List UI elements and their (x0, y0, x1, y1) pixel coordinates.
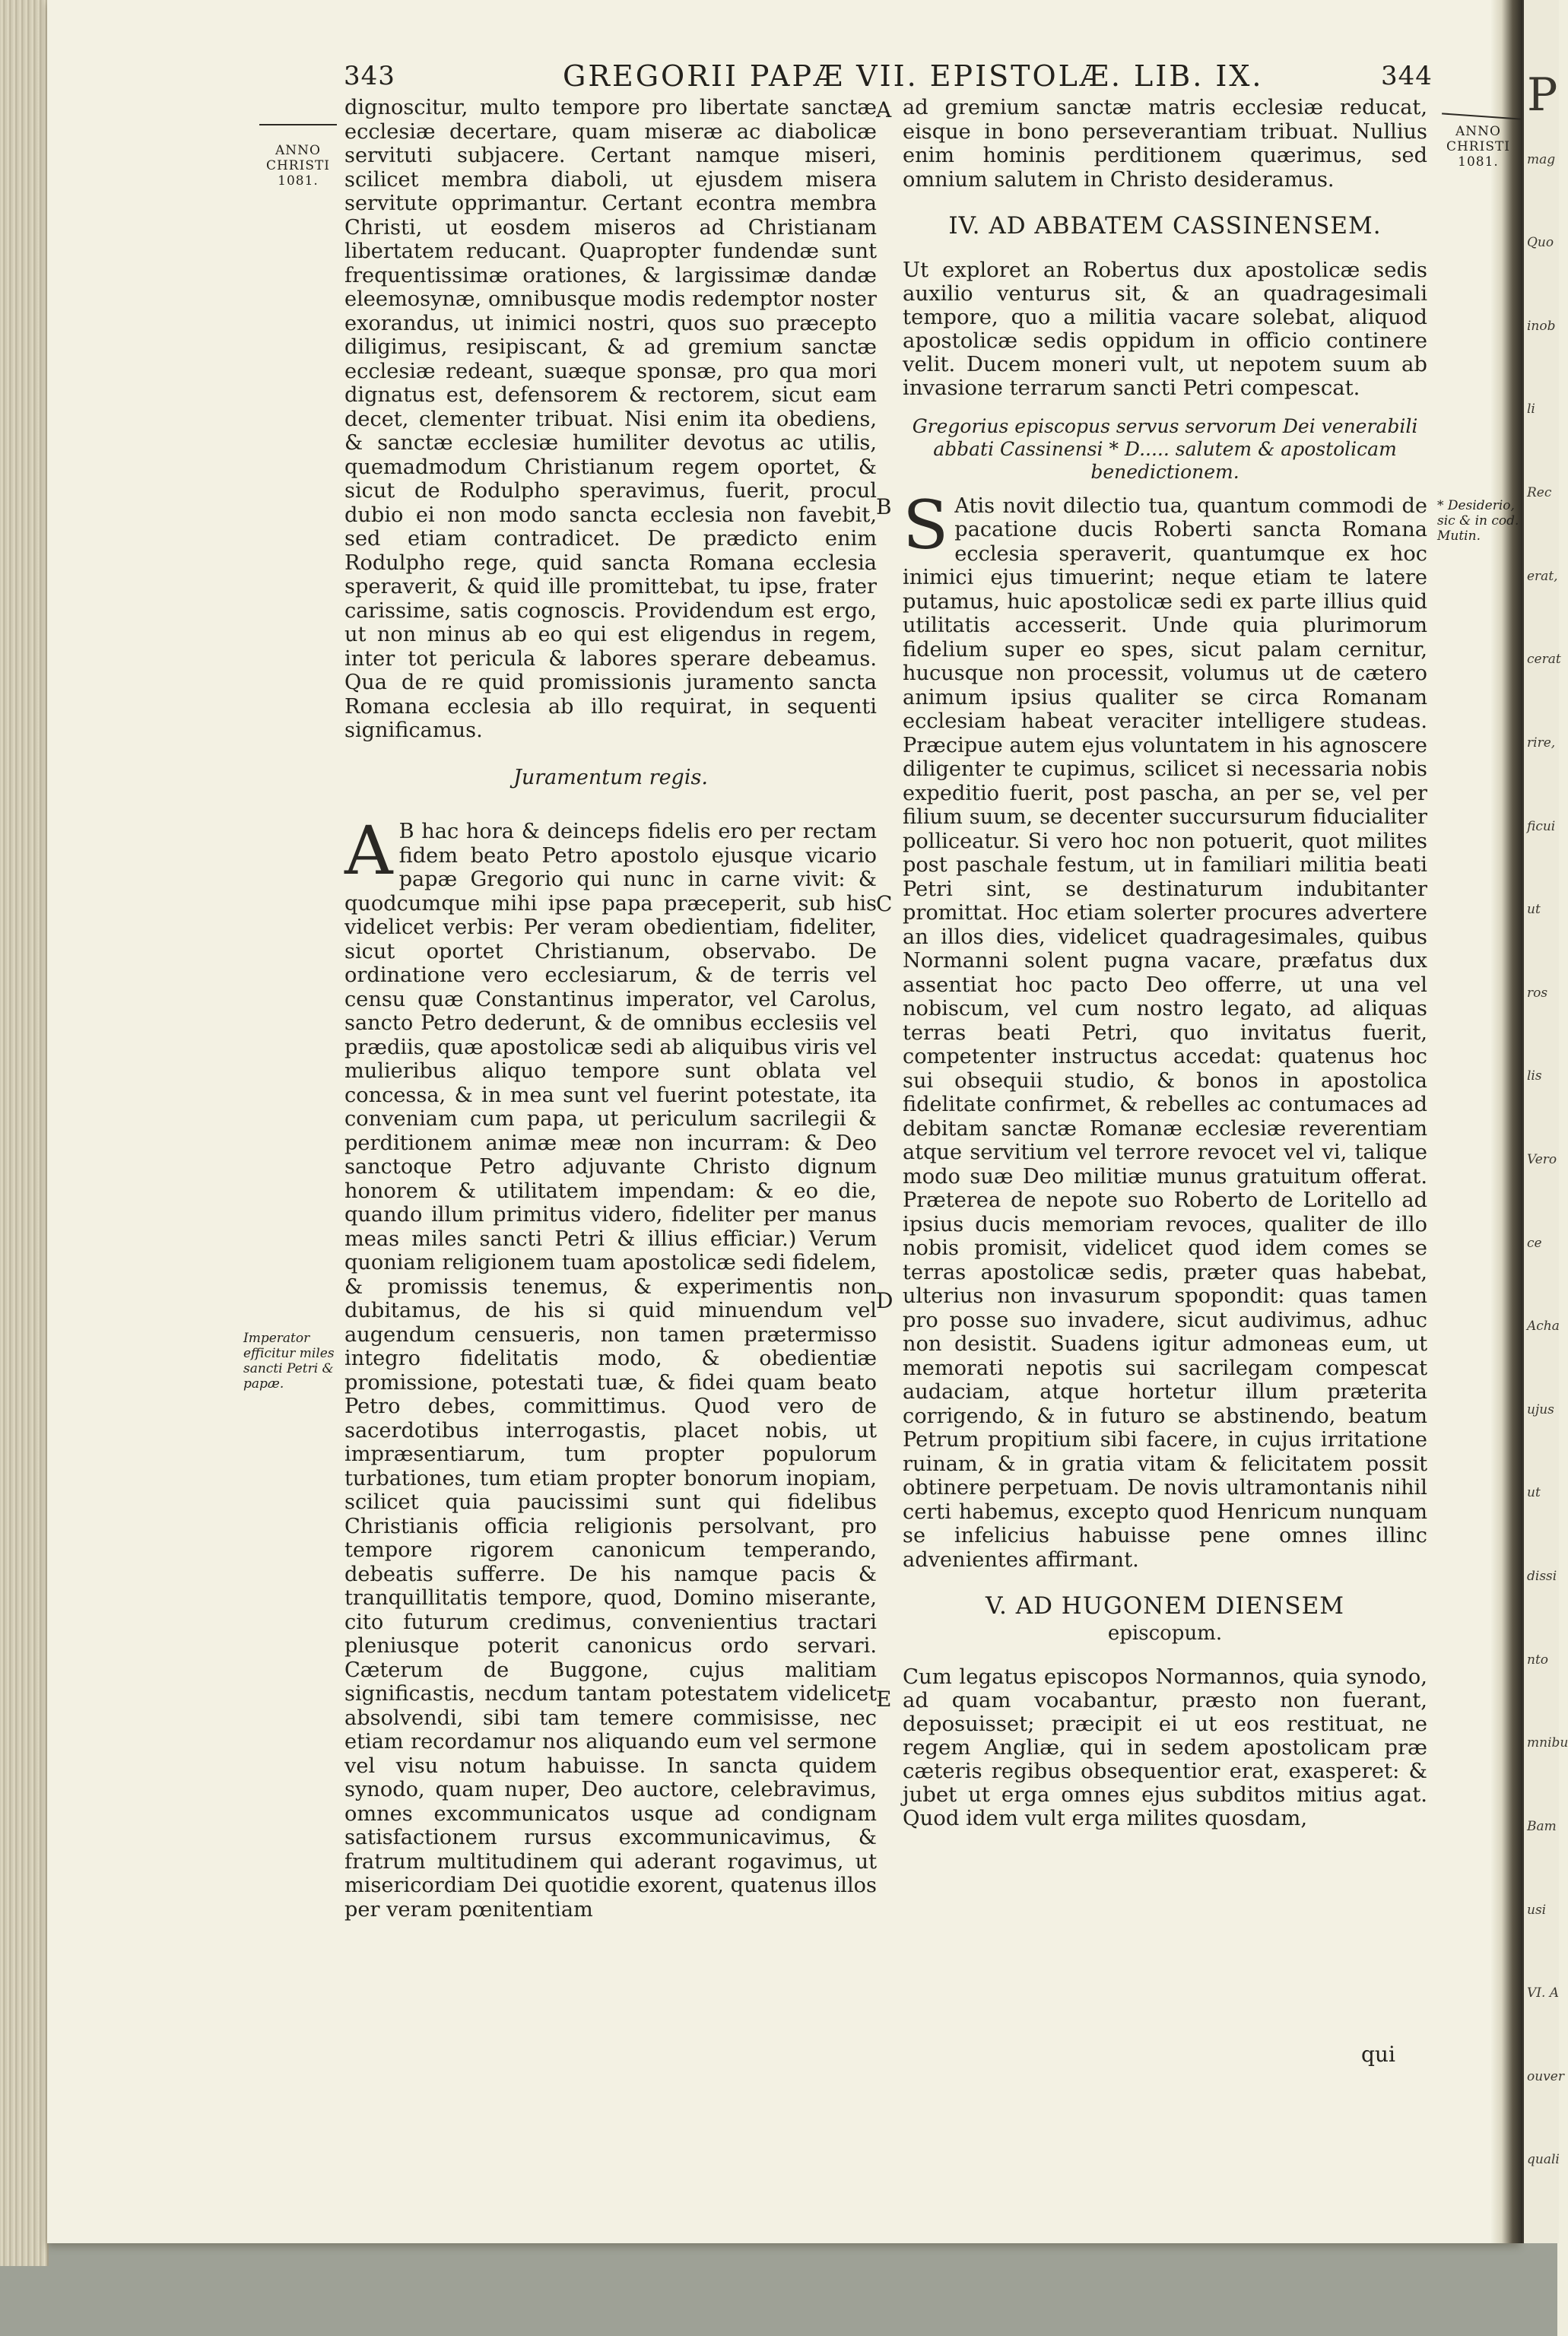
margin-rule-left (259, 124, 337, 125)
catchword: qui (1361, 2042, 1395, 2067)
oath-title: Juramentum regis. (513, 765, 708, 789)
anno-christi-right (1436, 124, 1521, 170)
letter-heading-v: V. AD HUGONEM DIENSEM (986, 1592, 1344, 1620)
next-page-fragment: mag (1527, 151, 1556, 167)
next-page-fragment: P (1527, 68, 1558, 122)
next-page-sliver (1522, 0, 1568, 2243)
letter-body-iv (903, 485, 1427, 1573)
right-paragraph-1: ad gremium sanctæ matris ecclesiæ reducat, eisque in bono perseverantiam tribuat. Nullius enim hominis perditionem quærimus, sed omnium salutem in Christo desideramus. (903, 96, 1427, 192)
letter-summary-v: Cum legatus episcopos Normannos, quia synodo, ad quam vocabantur, præsto non fuerant, deposuisset; præcipit ei ut eos restituat, ne regem Angliæ, qui in sedem apostolicam præ cæteris regibus obsequentior erat, exasperet: & jubet ut erga omnes ejus subditos mitius agat. Quod idem vult erga milites quosdam, (903, 1665, 1427, 1830)
folio-right: 344 (1381, 61, 1433, 91)
running-head-title: GREGORII PAPÆ VII. EPISTOLÆ. LIB. IX. (563, 59, 1264, 93)
next-page-fragment: ce (1527, 1235, 1542, 1251)
margin-note-imperator: Imperator efficitur miles sancti Petri & papæ. (243, 1331, 335, 1392)
anno-year: 1081. (278, 173, 319, 189)
folio-left: 343 (344, 61, 395, 91)
anno-christi-label: ANNO CHRISTI (1446, 124, 1511, 154)
next-page-fragment: ficui (1527, 818, 1556, 834)
letter-text-iv: Atis novit dilectio tua, quantum commodi de pacatione ducis Roberti sancta Romana ecclesia speraverit, quantumque ex hoc inimici ejus timuerint; neque etiam te latere putamus, huic apostolicæ sedi ex parte illius quid utilitatis accesserit. Unde quia plurimorum fidelium super eo spes, sicut palam cernitur, hucusque non processit, volumus ut de cætero animum ipsius qualiter se circa Romanam ecclesiam habeat veraciter intelligere studeas. Præcipue autem ejus voluntatem in his agnoscere diligenter te cupimus, scilicet si necessaria nobis expeditio fuerit, post pascha, an per se, vel per filium suum, se decenter succursurum fiducialiter polliceatur. Si vero hoc non potuerit, quot milites post paschale festum, ut in familiari militia beati Petri sint, se destinaturum indubitanter promittat. Hoc etiam solerter procures advertere an illos dies, videlicet quadragesimales, quibus Normanni solent pugna vacare, præfatus dux assentiat hoc pacto Deo offerre, ut una vel nobiscum, vel cum nostro legato, ad aliquas terras beati Petri, quo invitatus fuerit, competenter instructus accedat: quatenus hoc sui obsequii studio, & bonos in apostolica fidelitate confirmet, & rebelles ac contumaces ad debitam sanctæ Romanæ ecclesiæ reverentiam atque servitium vel terrore revocet vel vi, talique modo suæ Deo militiæ munus gratuitum offerat. Præterea de nepote suo Roberto de Loritello ad ipsius ducis memoriam revoces, qualiter de illo nobis promisit, videlicet quod idem comes se terras apostolicæ sedis, præter quas habebat, ulterius non invasurum spopondit: quas tamen pro posse suo invadere, sicut audivimus, adhuc non desistit. Suadens igitur admoneas eum, ut memorati nepotis sui sacrilegam compescat audaciam, atque hortetur illum præterita corrigendo, & in futuro se abstinendo, beatum Petrum propitium sibi facere, in cujus irritatione ruinam, & in gratia vitam & felicitatem possit obtinere perpetuam. De novis ultramontanis nihil certi habemus, excepto quod Henricum nunquam se infelicius habuisse pene omnes illinc advenientes affirmant. (903, 494, 1427, 1572)
section-letter-d: D (876, 1288, 894, 1313)
next-page-fragment: ut (1527, 902, 1541, 918)
book-gutter (1490, 0, 1522, 2243)
letter-salutation-iv: Gregorius episcopus servus servorum Dei venerabili abbati Cassinensi * D..... salutem & apostolicam benedictionem. (912, 414, 1418, 483)
section-letter-c: C (876, 891, 893, 916)
next-page-fragment: dissi (1527, 1569, 1557, 1585)
next-page-fragment: mnibu (1527, 1735, 1568, 1751)
next-page-fragment: ros (1527, 985, 1548, 1001)
next-page-fragment: ujus (1527, 1401, 1554, 1417)
next-page-fragment: inob (1527, 318, 1556, 334)
dropcap-a: A (344, 811, 393, 890)
next-page-fragment: Acha (1527, 1319, 1560, 1335)
next-page-fragment: quali (1527, 2152, 1560, 2168)
oath-paragraph (344, 811, 877, 1922)
next-page-fragment: ut (1527, 1485, 1541, 1501)
next-page-fragment: Bam (1527, 1818, 1557, 1834)
next-page-fragment: Vero (1527, 1152, 1557, 1167)
next-page-fragment: VI. A (1527, 1985, 1560, 2001)
section-letter-b: B (876, 494, 892, 519)
next-page-fragment: ouver (1527, 2068, 1564, 2084)
right-column (903, 96, 1427, 1830)
dropcap-s: S (903, 485, 949, 564)
section-letter-e: E (876, 1687, 892, 1712)
anno-christi-left (256, 143, 341, 189)
next-page-fragment: Quo (1527, 235, 1554, 251)
letter-heading-iv: IV. AD ABBATEM CASSINENSEM. (948, 212, 1382, 240)
next-page-fragment: lis (1527, 1068, 1542, 1084)
next-page-fragment: nto (1527, 1652, 1549, 1668)
anno-christi-label: ANNO CHRISTI (265, 143, 331, 173)
next-page-fragment: erat, (1527, 568, 1558, 584)
oath-text: B hac hora & deinceps fidelis ero per rectam fidem beato Petro apostolo ejusque vicario papæ Gregorio qui nunc in carne vivit: & quodcumque mihi ipse papa præceperit, sub his videlicet verbis: Per veram obedientiam, fideliter, sicut oportet Christianum, observabo. De ordinatione vero ecclesiarum, & de terris vel censu quæ Constantinus imperator, vel Carolus, sancto Petro dederunt, & de omnibus ecclesiis vel prædiis, quæ apostolicæ sedi ab aliquibus viris vel mulieribus aliquo tempore sunt oblata vel concessa, & in mea sunt vel fuerint potestate, ita conveniam cum papa, ut periculum sacrilegii & perditionem animæ meæ non incurram: & Deo sanctoque Petro adjuvante Christo dignum honorem & utilitatem impendam: & eo die, quando illum primitus videro, fideliter per manus meas miles sancti Petri & illius efficiar.) Verum quoniam religionem tuam apostolicæ sedi fidelem, & promissis tenemus, & experimentis non dubitamus, de his si quid minuendum vel augendum censueris, non tamen prætermisso integro fidelitatis modo, & obedientiæ promissione, potestati tuæ, & fidei quam beato Petro debes, committimus. Quod vero de sacerdotibus interrogastis, placet nobis, ut impræsentiarum, tum propter populorum turbationes, tum etiam propter bonorum inopiam, scilicet quia paucissimi sunt qui fidelibus Christianis officia religionis persolvant, pro tempore rigorem canonicum temperando, debeatis sufferre. De his namque pacis & tranquillitatis tempore, quod, Domino miserante, cito futurum credimus, convenientius tractari pleniusque poterit canonicus ordo servari. Cæterum de Buggone, cujus malitiam significastis, necdum tantam potestatem videlicet absolvendi, sibi tam temere commisisse, nec etiam recordamur nos aliquando eum vel sermone vel visu notum habuisse. In sancta quidem synodo, quam nuper, Deo auctore, celebravimus, omnes excommunicatos usque ad condignam satisfactionem rursus excommunicavimus, & fratrum multitudinem qui aderant rogavimus, ut misericordiam Dei quotidie exorent, quatenus illos per veram pœnitentiam (344, 820, 877, 1922)
next-page-fragment: usi (1527, 1902, 1547, 1918)
left-paragraph-1: dignoscitur, multo tempore pro libertate sanctæ ecclesiæ decertare, quam miseræ ac diabolicæ servituti subjacere. Certant namque miseri, scilicet membra diaboli, ut ejusdem misera servitute opprimantur. Certant econtra membra Christi, ut eosdem miseros ad Christianam libertatem reducant. Quapropter fundendæ sunt frequentissimæ orationes, & largissimæ dandæ eleemosynæ, omnibusque modis redemptor noster exorandus, ut inimici nostri, quos suo præcepto diligimus, resipiscant, & ad gremium sanctæ ecclesiæ redeant, suæque sponsæ, pro qua mori dignatus est, defensorem & rectorem, sicut eam decet, clementer tribuat. Nisi enim ita obediens, & sanctæ ecclesiæ humiliter devotus ac utilis, quemadmodum Christianum regem oportet, & sicut de Rodulpho speravimus, fuerit, procul dubio ei non modo sancta ecclesia non favebit, sed etiam contradicet. De prædicto enim Rodulpho rege, quid sancta Romana ecclesia speraverit, & quid ille promittebat, tu ipse, frater carissime, satis cognoscis. Providendum est ergo, ut non minus ab eo qui est eligendus in regem, inter tot pericula & labores sperare debeamus. Qua de re quid promissionis juramento sancta Romana ecclesia ab illo requirat, in sequenti significamus. (344, 96, 877, 742)
next-page-fragment: li (1527, 402, 1535, 417)
anno-year: 1081. (1458, 154, 1499, 170)
section-letter-a: A (876, 97, 892, 122)
margin-note-desiderio: * Desiderio, sic & in cod. Mutin. (1437, 498, 1519, 544)
book-page-edges (0, 0, 49, 2266)
next-page-fragment: Rec (1527, 485, 1552, 501)
table-background (0, 2228, 1557, 2336)
next-page-fragment: rire, (1527, 735, 1556, 751)
left-column (344, 96, 877, 1922)
letter-summary-iv: Ut exploret an Robertus dux apostolicæ sedis auxilio venturus sit, & an quadragesimali tempore, quo a militia vacare solebat, aliquod apostolicæ sedis oppidum in officio continere velit. Ducem moneri vult, ut nepotem suum ab invasione terrarum sancti Petri compescat. (903, 257, 1427, 400)
next-page-fragment: cerat (1527, 652, 1561, 668)
letter-subheading-v: episcopum. (1107, 1621, 1223, 1645)
